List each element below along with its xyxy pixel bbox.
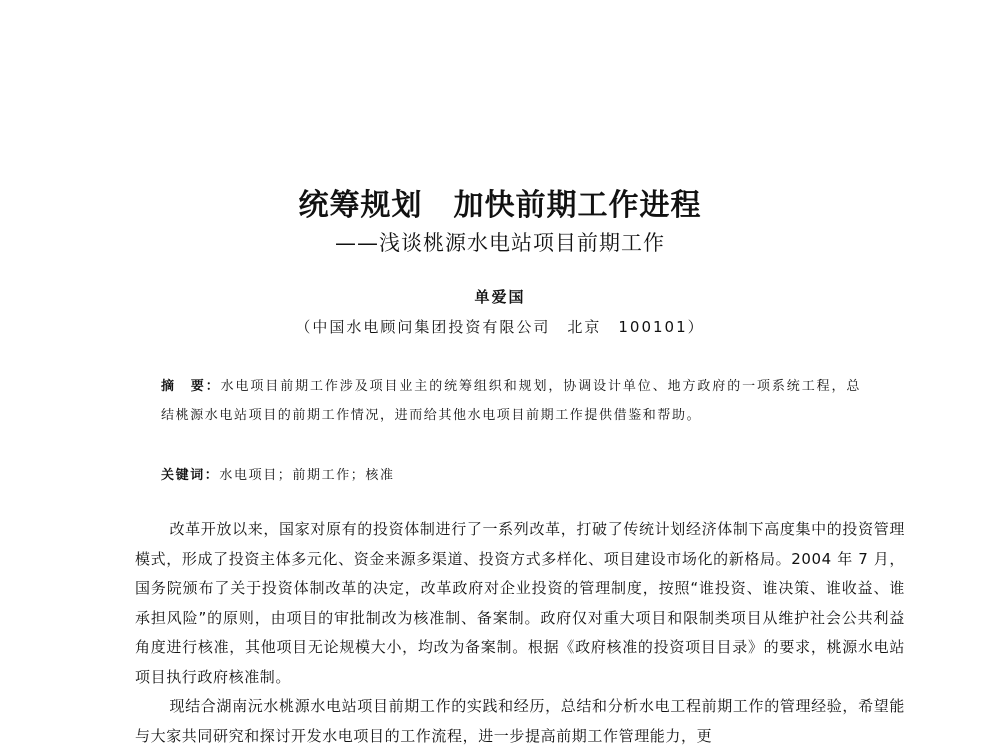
abstract-block xyxy=(161,372,861,430)
body-paragraph-2: 现结合湖南沅水桃源水电站项目前期工作的实践和经历，总结和分析水电工程前期工作的管理经验，希望能与大家共同研究和探讨开发水电项目的工作流程，进一步提高前期工作管理能力，更 xyxy=(135,697,905,745)
keywords-block xyxy=(161,461,395,490)
abstract-label: 摘 要： xyxy=(161,379,221,394)
article-title: 统筹规划 加快前期工作进程 xyxy=(298,188,702,223)
author-name: 单爱国 xyxy=(474,288,526,306)
article-subtitle: ——浅谈桃源水电站项目前期工作 xyxy=(335,231,665,255)
body-text xyxy=(135,515,905,751)
author-affiliation: （中国水电顾问集团投资有限公司 北京 100101） xyxy=(295,318,705,336)
body-paragraph-1: 改革开放以来，国家对原有的投资体制进行了一系列改革，打破了传统计划经济体制下高度集中的投资管理模式，形成了投资主体多元化、资金来源多渠道、投资方式多样化、项目建设市场化的新格局。2004 年 7 月，国务院颁布了关于投资体制改革的决定，改革政府对企业投资的管理制度，按照“谁投资、谁决策、谁收益、谁承担风险”的原则，由项目的审批制改为核准制、备案制。政府仅对重大项目和限制类项目从维护社会公共利益角度进行核准，其他项目无论规模大小，均改为备案制。根据《政府核准的投资项目目录》的要求，桃源水电站项目执行政府核准制。 xyxy=(135,520,905,686)
abstract-text: 水电项目前期工作涉及项目业主的统筹组织和规划，协调设计单位、地方政府的一项系统工程，总结桃源水电站项目的前期工作情况，进而给其他水电项目前期工作提供借鉴和帮助。 xyxy=(161,379,861,423)
keywords-label: 关键词： xyxy=(161,468,220,483)
keywords-text: 水电项目；前期工作；核准 xyxy=(219,468,395,483)
